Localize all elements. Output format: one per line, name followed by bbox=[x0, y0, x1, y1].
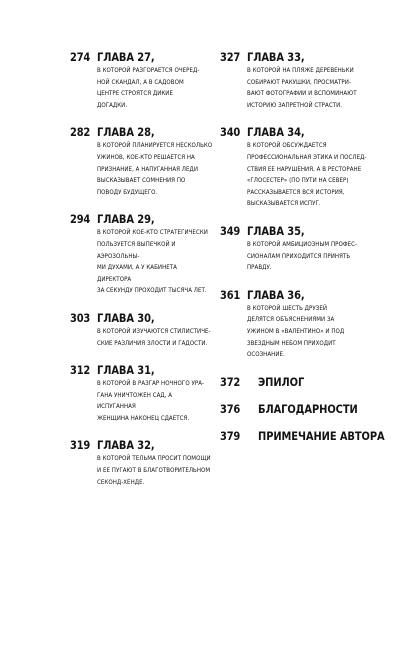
chapter-title: ГЛАВА 36, bbox=[247, 287, 305, 302]
page-number: 361 bbox=[220, 287, 241, 302]
chapter-description: В КОТОРОЙ ШЕСТЬ ДРУЗЕЙ ДЕЛЯТСЯ ОБЪЯСНЕНИЯМИ ЗА УЖИНОМ В «ВАЛЕНТИНО» И ПОД ЗВЕЗДНЫМ НЕБОМ ПРИХОДИТ ОСОЗНАНИЕ. bbox=[247, 303, 345, 359]
page-number: 376 bbox=[220, 401, 241, 416]
toc-right-column bbox=[220, 50, 385, 456]
chapter-description: В КОТОРОЙ НА ПЛЯЖЕ ДЕРЕВЕНЬКИ СОБИРАЮТ РАКУШКИ, ПРОСМАТРИ- ВАЮТ ФОТОГРАФИИ И ВСПОМИНАЮТ ИСТОРИЮ ЗАПРЕТНОЙ СТРАСТИ. bbox=[247, 66, 357, 109]
chapter-title: ГЛАВА 31, bbox=[97, 363, 155, 378]
toc-entry[interactable] bbox=[70, 212, 212, 297]
toc-entry[interactable] bbox=[220, 125, 370, 210]
page-number: 372 bbox=[220, 374, 241, 389]
page-number: 282 bbox=[70, 125, 91, 140]
page-number: 349 bbox=[220, 223, 241, 238]
page-number: 274 bbox=[70, 50, 91, 64]
page-number: 319 bbox=[70, 438, 91, 453]
section-title: ЭПИЛОГ bbox=[258, 374, 305, 389]
toc-entry-epilogue[interactable] bbox=[220, 375, 370, 402]
chapter-title: ГЛАВА 27, bbox=[97, 50, 155, 64]
toc-entry-acknowledgements[interactable] bbox=[220, 402, 370, 429]
toc-entry-author-note[interactable] bbox=[220, 428, 385, 456]
chapter-title: ГЛАВА 29, bbox=[97, 212, 155, 227]
chapter-description: В КОТОРОЙ РАЗГОРАЕТСЯ ОЧЕРЕД- НОЙ СКАНДАЛ, А В САДОВОМ ЦЕНТРЕ СТРОЯТСЯ ДИКИЕ ДОГАДКИ. bbox=[97, 66, 200, 109]
chapter-description: В КОТОРОЙ КОЕ-КТО СТРАТЕГИЧЕСКИ ПОЛЬЗУЕТСЯ ВЫПЕЧКОЙ И АЭРОЗОЛЬНЫ- МИ ДУХАМИ, А У КАБИНЕТА ДИРЕКТОРА ЗА СЕКУНДУ ПРОХОДИТ ТЫСЯЧА ЛЕТ. bbox=[97, 228, 208, 295]
chapter-description: В КОТОРОЙ ТЕЛЬМА ПРОСИТ ПОМОЩИ И ЕЕ ПУГАЮТ В БЛАГОТВОРИТЕЛЬНОМ СЕКОНД-ХЕНДЕ. bbox=[97, 454, 211, 486]
chapter-description: В КОТОРОЙ АМБИЦИОЗНЫМ ПРОФЕС- СИОНАЛАМ ПРИХОДИТСЯ ПРИНЯТЬ ПРАВДУ. bbox=[247, 239, 358, 272]
chapter-title: ГЛАВА 28, bbox=[97, 125, 155, 140]
chapter-description: В КОТОРОЙ ИЗУЧАЮТСЯ СТИЛИСТИЧЕ- СКИЕ РАЗЛИЧИЯ ЗЛОСТИ И ГАДОСТИ. bbox=[97, 326, 211, 347]
toc-entry[interactable] bbox=[70, 50, 212, 111]
toc-entry[interactable] bbox=[70, 125, 212, 198]
toc-entry[interactable] bbox=[70, 311, 212, 349]
page-number: 294 bbox=[70, 212, 91, 227]
section-title: ПРИМЕЧАНИЕ АВТОРА bbox=[258, 428, 385, 443]
chapter-title: ГЛАВА 30, bbox=[97, 310, 155, 325]
toc-entry[interactable] bbox=[220, 50, 370, 111]
chapter-title: ГЛАВА 34, bbox=[247, 125, 305, 140]
toc-entry[interactable] bbox=[70, 438, 212, 488]
chapter-description: В КОТОРОЙ ПЛАНИРУЕТСЯ НЕСКОЛЬКО УЖИНОВ, КОЕ-КТО РЕШАЕТСЯ НА ПРИЗНАНИЕ, А НАПУГАННАЯ ЛЕДИ ВЫСКАЗЫВАЕТ СОМНЕНИЯ ПО ПОВОДУ БУДУЩЕГО. bbox=[97, 141, 213, 196]
chapter-description: В КОТОРОЙ ОБСУЖДАЕТСЯ ПРОФЕССИОНАЛЬНАЯ ЭТИКА И ПОСЛЕД- СТВИЯ ЕЕ НАРУШЕНИЯ, А В РЕСТОРАНЕ «ГЛОСЕСТЕР» (ПО ПУТИ НА СЕВЕР) РАССКАЗЫВАЕТСЯ ВСЯ ИСТОРИЯ, ВЫСКАЗЫВАЕТСЯ ИСПУГ. bbox=[247, 141, 367, 208]
chapter-title: ГЛАВА 33, bbox=[247, 50, 305, 64]
chapter-description: В КОТОРОЙ В РАЗГАР НОЧНОГО УРА- ГАНА УНИЧТОЖЕН САД, А ИСПУГАННАЯ ЖЕНЩИНА НАКОНЕЦ СДАЕТСЯ. bbox=[97, 379, 205, 422]
page-number: 303 bbox=[70, 310, 91, 325]
toc-entry[interactable] bbox=[220, 288, 370, 361]
page-number: 340 bbox=[220, 125, 241, 140]
page-number: 379 bbox=[220, 428, 241, 443]
section-title: БЛАГОДАРНОСТИ bbox=[258, 401, 358, 416]
chapter-title: ГЛАВА 35, bbox=[247, 223, 305, 238]
page-number: 327 bbox=[220, 50, 241, 64]
chapter-title: ГЛАВА 32, bbox=[97, 438, 155, 453]
page-number: 312 bbox=[70, 363, 91, 378]
toc-entry[interactable] bbox=[220, 224, 370, 274]
toc-entry[interactable] bbox=[70, 363, 212, 424]
toc-left-column bbox=[70, 50, 212, 502]
